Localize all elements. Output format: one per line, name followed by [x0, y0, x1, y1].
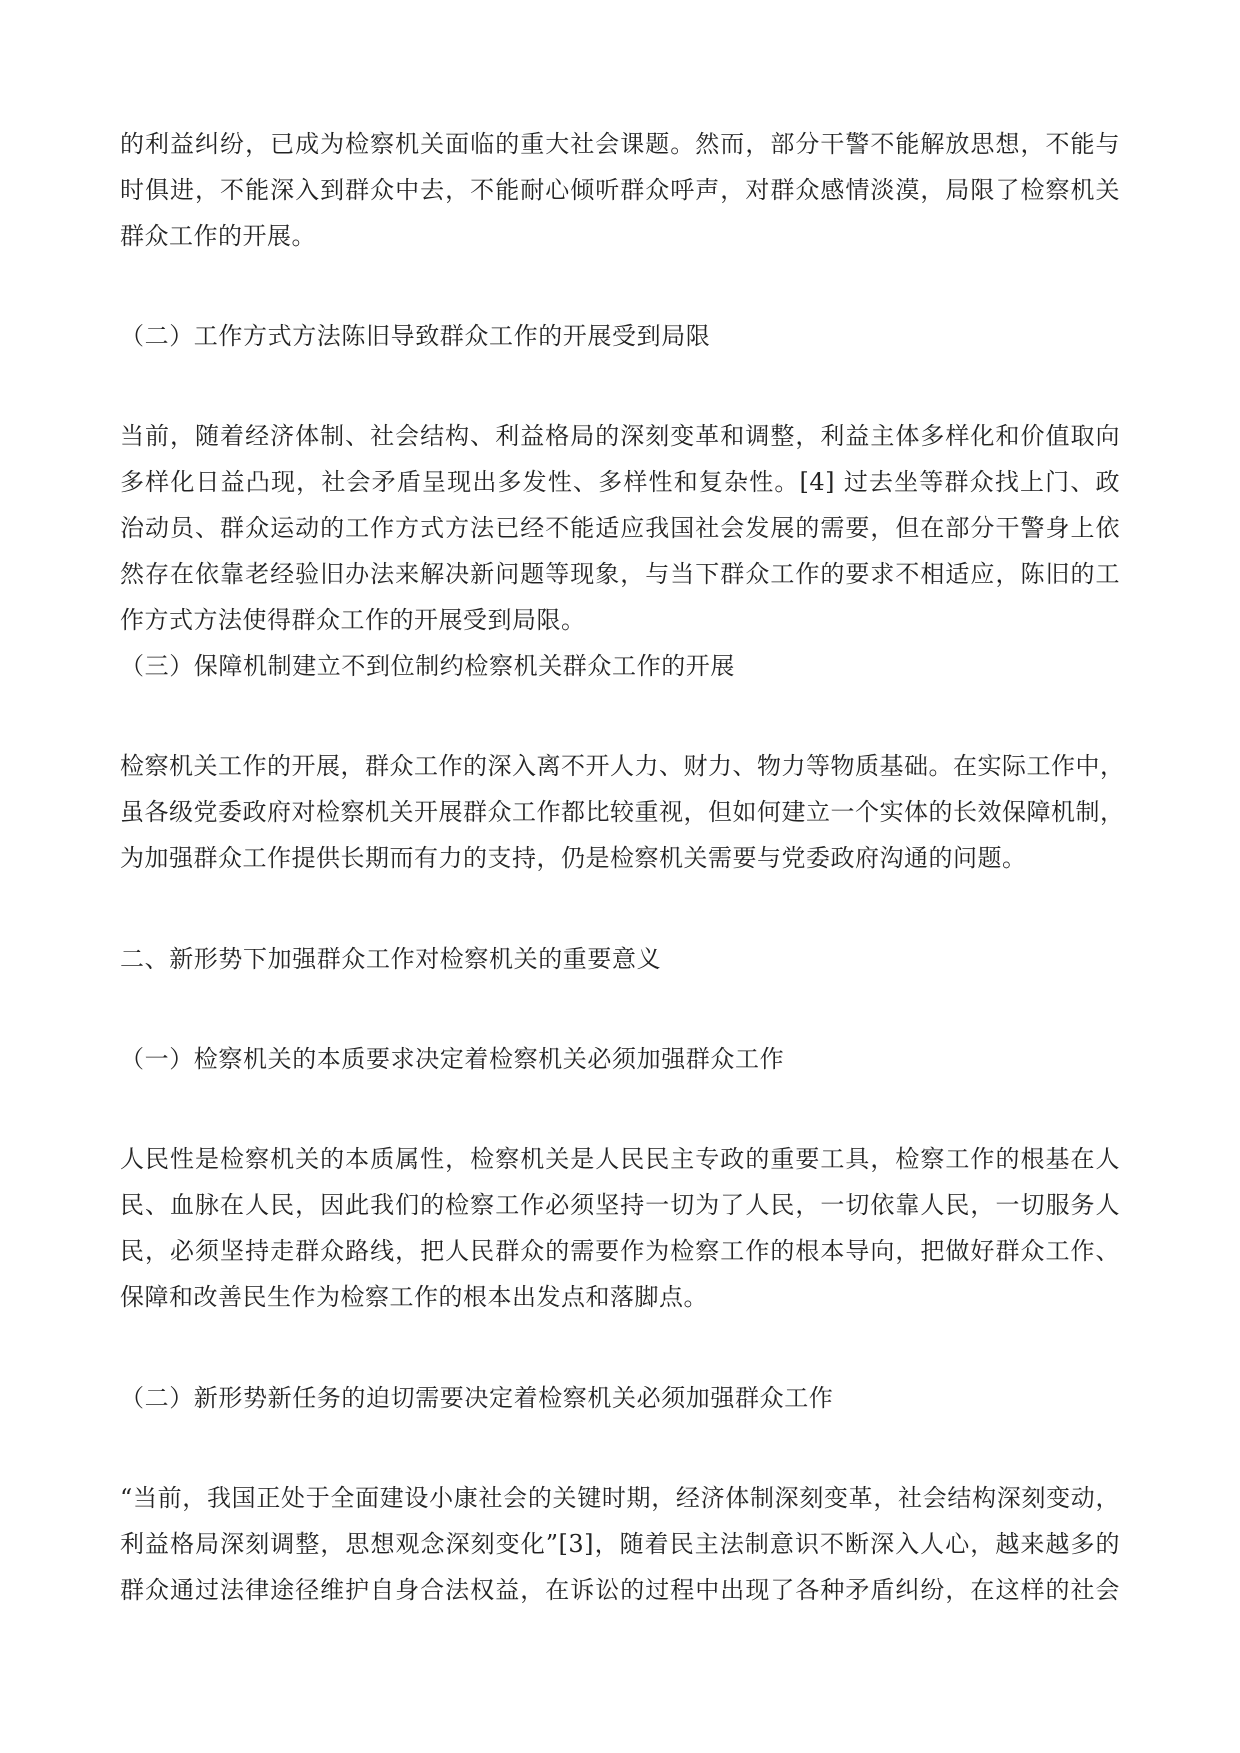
- text-line: 然存在依靠老经验旧办法来解决新问题等现象，与当下群众工作的要求不相适应，陈旧的工: [120, 560, 1120, 588]
- text-line: 人民性是检察机关的本质属性，检察机关是人民民主专政的重要工具，检察工作的根基在人: [120, 1145, 1120, 1173]
- text-line: 群众通过法律途径维护自身合法权益，在诉讼的过程中出现了各种矛盾纠纷，在这样的社会: [120, 1576, 1120, 1604]
- text-line: 治动员、群众运动的工作方式方法已经不能适应我国社会发展的需要，但在部分干警身上依: [120, 514, 1120, 542]
- text-line: 为加强群众工作提供长期而有力的支持，仍是检察机关需要与党委政府沟通的问题。: [120, 844, 1027, 872]
- text-line: 时俱进，不能深入到群众中去，不能耐心倾听群众呼声，对群众感情淡漠，局限了检察机关: [120, 176, 1120, 204]
- section-heading: （二）工作方式方法陈旧导致群众工作的开展受到局限: [120, 322, 711, 350]
- text-line: 多样化日益凸现，社会矛盾呈现出多发性、多样性和复杂性。[4] 过去坐等群众找上门、政: [120, 468, 1120, 496]
- text-line: 利益格局深刻调整，思想观念深刻变化”[3]，随着民主法制意识不断深入人心，越来越多的: [120, 1530, 1120, 1558]
- document-page: [120, 0, 1125, 1753]
- text-line: 民，必须坚持走群众路线，把人民群众的需要作为检察工作的根本导向，把做好群众工作、: [120, 1237, 1120, 1265]
- text-line: 的利益纠纷，已成为检察机关面临的重大社会课题。然而，部分干警不能解放思想，不能与: [120, 130, 1120, 158]
- section-heading: （三）保障机制建立不到位制约检察机关群众工作的开展: [120, 652, 735, 680]
- text-line: 群众工作的开展。: [120, 222, 316, 250]
- chapter-heading: 二、新形势下加强群众工作对检察机关的重要意义: [120, 945, 662, 973]
- text-line: 当前，随着经济体制、社会结构、利益格局的深刻变革和调整，利益主体多样化和价值取向: [120, 422, 1120, 450]
- text-line: 民、血脉在人民，因此我们的检察工作必须坚持一切为了人民，一切依靠人民，一切服务人: [120, 1191, 1120, 1219]
- text-line: 检察机关工作的开展，群众工作的深入离不开人力、财力、物力等物质基础。在实际工作中，: [120, 752, 1125, 780]
- section-heading: （一）检察机关的本质要求决定着检察机关必须加强群众工作: [120, 1045, 785, 1073]
- text-line: “当前，我国正处于全面建设小康社会的关键时期，经济体制深刻变革，社会结构深刻变动，: [120, 1484, 1120, 1512]
- text-line: 保障和改善民生作为检察工作的根本出发点和落脚点。: [120, 1283, 708, 1311]
- text-line: 作方式方法使得群众工作的开展受到局限。: [120, 606, 586, 634]
- text-line: 虽各级党委政府对检察机关开展群众工作都比较重视，但如何建立一个实体的长效保障机制，: [120, 798, 1125, 826]
- section-heading: （二）新形势新任务的迫切需要决定着检察机关必须加强群众工作: [120, 1384, 834, 1412]
